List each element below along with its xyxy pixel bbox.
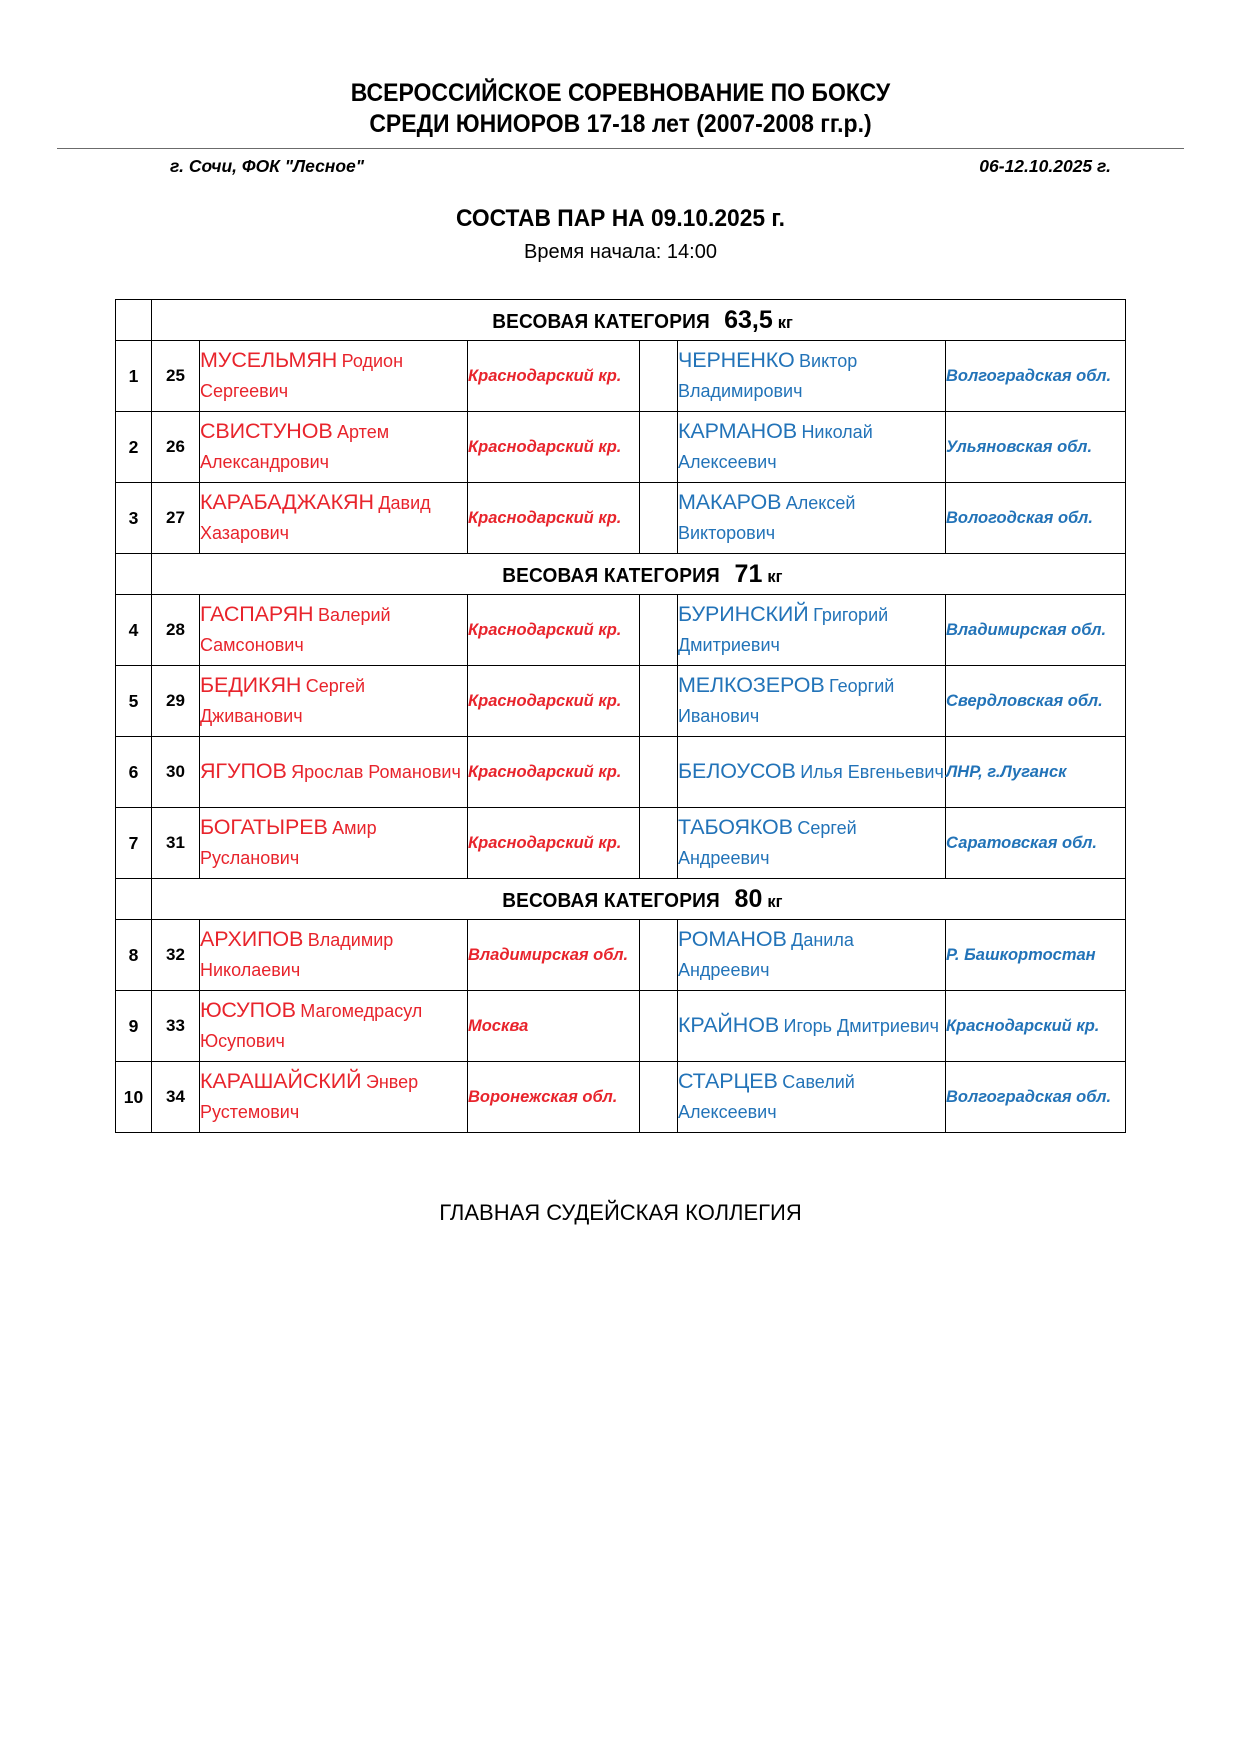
red-boxer-given-name: Сергей Дживанович (199, 675, 366, 726)
weight-category-label: ВЕСОВАЯ КАТЕГОРИЯ (502, 563, 721, 587)
red-region-value: Краснодарский кр. (467, 367, 622, 385)
corner-separator (639, 483, 677, 554)
weight-category-value: 63,5 (724, 305, 773, 334)
blue-region-value: Волгоградская обл. (945, 367, 1112, 385)
blue-boxer-given-name: Григорий Дмитриевич (677, 604, 889, 655)
weight-category-header (151, 554, 1125, 595)
red-boxer-surname: ГАСПАРЯН (199, 601, 314, 626)
blue-corner-boxer (677, 595, 945, 666)
blue-boxer-surname: МАКАРОВ (677, 489, 782, 514)
blue-region-value: Саратовская обл. (945, 834, 1097, 852)
page-title-line-1: ВСЕРОССИЙСКОЕ СОРЕВНОВАНИЕ ПО БОКСУ (350, 79, 891, 107)
blue-corner-boxer (677, 483, 945, 554)
weight-category-row (115, 300, 1125, 341)
bout-number (151, 808, 199, 879)
weight-category-row (115, 879, 1125, 920)
red-boxer-surname: КАРАБАДЖАКЯН (199, 489, 374, 514)
blue-boxer-given-name: Николай Алексеевич (677, 421, 873, 472)
bout-number-value: 29 (166, 691, 185, 710)
red-boxer-surname: ЮСУПОВ (199, 997, 296, 1022)
venue-label: г. Сочи, ФОК "Лесное" (170, 156, 365, 176)
bout-index-value: 7 (128, 832, 139, 853)
red-corner-boxer (199, 341, 467, 412)
red-region-value: Воронежская обл. (467, 1088, 618, 1106)
bout-index (115, 920, 151, 991)
bout-index-value: 9 (128, 1015, 139, 1036)
blue-region-value: ЛНР, г.Луганск (945, 763, 1067, 781)
blue-boxer-given-name: Алексей Викторович (677, 492, 856, 543)
red-corner-region (467, 483, 639, 554)
corner-separator (639, 595, 677, 666)
bout-index (115, 808, 151, 879)
bout-index-value: 1 (128, 365, 139, 386)
weight-category-spacer (115, 554, 151, 595)
red-boxer-surname: СВИСТУНОВ (199, 418, 333, 443)
red-corner-region (467, 991, 639, 1062)
weight-category-label: ВЕСОВАЯ КАТЕГОРИЯ (502, 888, 721, 912)
table-row (115, 595, 1125, 666)
blue-corner-region (945, 737, 1125, 808)
bout-index (115, 483, 151, 554)
bout-number (151, 483, 199, 554)
blue-boxer-given-name: Сергей Андреевич (677, 817, 857, 868)
red-corner-boxer (199, 920, 467, 991)
blue-corner-region (945, 483, 1125, 554)
blue-corner-region (945, 595, 1125, 666)
bout-number (151, 341, 199, 412)
blue-region-value: Вологодская обл. (945, 509, 1093, 527)
red-region-value: Краснодарский кр. (467, 438, 622, 456)
red-boxer-given-name: Ярослав Романович (291, 761, 461, 782)
blue-region-value: Ульяновская обл. (945, 438, 1093, 456)
weight-category-row (115, 554, 1125, 595)
blue-corner-boxer (677, 991, 945, 1062)
bout-number-value: 31 (166, 833, 185, 852)
weight-category-spacer (115, 879, 151, 920)
blue-boxer-surname: МЕЛКОЗЕРОВ (677, 672, 825, 697)
weight-category-value: 71 (734, 559, 763, 588)
corner-separator (639, 808, 677, 879)
jury-footer: ГЛАВНАЯ СУДЕЙСКАЯ КОЛЛЕГИЯ (439, 1200, 802, 1225)
bout-index-value: 4 (128, 619, 139, 640)
corner-separator (639, 412, 677, 483)
blue-corner-region (945, 920, 1125, 991)
blue-corner-boxer (677, 737, 945, 808)
corner-separator (639, 1062, 677, 1133)
bout-index (115, 412, 151, 483)
red-corner-boxer (199, 808, 467, 879)
red-boxer-surname: КАРАШАЙСКИЙ (199, 1068, 362, 1093)
bout-number (151, 412, 199, 483)
bout-number (151, 737, 199, 808)
blue-region-value: Свердловская обл. (945, 692, 1103, 710)
bout-number-value: 27 (166, 508, 185, 527)
red-region-value: Краснодарский кр. (467, 621, 622, 639)
page-title (50, 0, 1192, 140)
blue-boxer-surname: КРАЙНОВ (677, 1012, 780, 1037)
bout-index-value: 6 (128, 761, 139, 782)
red-corner-region (467, 737, 639, 808)
corner-separator (639, 991, 677, 1062)
blue-boxer-given-name: Илья Евгеньевич (800, 761, 944, 782)
bout-number-value: 30 (166, 762, 185, 781)
bout-index (115, 595, 151, 666)
corner-separator (639, 341, 677, 412)
blue-boxer-given-name: Виктор Владимирович (677, 350, 858, 401)
bout-number (151, 1062, 199, 1133)
weight-category-header (151, 300, 1125, 341)
bout-index (115, 1062, 151, 1133)
header-divider (57, 148, 1184, 149)
blue-corner-boxer (677, 412, 945, 483)
blue-boxer-surname: СТАРЦЕВ (677, 1068, 778, 1093)
weight-category-value: 80 (734, 884, 763, 913)
bout-index (115, 341, 151, 412)
red-boxer-given-name: Родион Сергеевич (199, 350, 404, 401)
red-corner-region (467, 920, 639, 991)
red-corner-region (467, 1062, 639, 1133)
blue-corner-region (945, 808, 1125, 879)
red-corner-boxer (199, 595, 467, 666)
bout-index (115, 666, 151, 737)
red-corner-boxer (199, 483, 467, 554)
blue-corner-boxer (677, 666, 945, 737)
blue-region-value: Краснодарский кр. (945, 1017, 1100, 1035)
blue-corner-boxer (677, 920, 945, 991)
blue-corner-region (945, 666, 1125, 737)
weight-category-spacer (115, 300, 151, 341)
weight-category-unit: кг (767, 892, 783, 911)
blue-corner-region (945, 341, 1125, 412)
blue-region-value: Волгоградская обл. (945, 1088, 1112, 1106)
red-boxer-given-name: Энвер Рустемович (199, 1071, 419, 1122)
blue-region-value: Владимирская обл. (945, 621, 1107, 639)
table-row (115, 666, 1125, 737)
red-region-value: Владимирская обл. (467, 946, 629, 964)
blue-corner-region (945, 991, 1125, 1062)
red-corner-boxer (199, 666, 467, 737)
red-corner-boxer (199, 737, 467, 808)
blue-corner-boxer (677, 1062, 945, 1133)
table-row (115, 341, 1125, 412)
red-boxer-given-name: Магомедрасул Юсупович (199, 1000, 423, 1051)
bout-index (115, 737, 151, 808)
red-region-value: Краснодарский кр. (467, 763, 622, 781)
bout-index-value: 3 (128, 507, 139, 528)
red-corner-region (467, 666, 639, 737)
red-boxer-surname: ЯГУПОВ (199, 758, 287, 783)
red-region-value: Краснодарский кр. (467, 509, 622, 527)
bout-number (151, 991, 199, 1062)
red-region-value: Москва (467, 1017, 529, 1035)
red-corner-boxer (199, 991, 467, 1062)
red-region-value: Краснодарский кр. (467, 834, 622, 852)
red-boxer-given-name: Валерий Самсонович (199, 604, 391, 655)
red-corner-boxer (199, 1062, 467, 1133)
blue-boxer-given-name: Игорь Дмитриевич (783, 1015, 939, 1036)
corner-separator (639, 666, 677, 737)
blue-boxer-given-name: Савелий Алексеевич (677, 1071, 855, 1122)
bout-number (151, 595, 199, 666)
bout-index-value: 5 (128, 690, 139, 711)
blue-boxer-surname: ЧЕРНЕНКО (677, 347, 795, 372)
blue-boxer-surname: БУРИНСКИЙ (677, 601, 809, 626)
red-boxer-given-name: Амир Русланович (199, 817, 377, 868)
blue-corner-boxer (677, 808, 945, 879)
blue-boxer-given-name: Георгий Иванович (677, 675, 895, 726)
red-corner-region (467, 808, 639, 879)
bout-number-value: 25 (166, 366, 185, 385)
blue-boxer-surname: КАРМАНОВ (677, 418, 797, 443)
bout-number (151, 666, 199, 737)
red-boxer-surname: МУСЕЛЬМЯН (199, 347, 338, 372)
red-corner-region (467, 341, 639, 412)
bout-index-value: 2 (128, 436, 139, 457)
red-corner-boxer (199, 412, 467, 483)
weight-category-unit: кг (767, 567, 783, 586)
weight-category-label: ВЕСОВАЯ КАТЕГОРИЯ (492, 309, 710, 333)
table-row (115, 737, 1125, 808)
red-boxer-surname: АРХИПОВ (199, 926, 304, 951)
bout-index-value: 8 (128, 944, 139, 965)
blue-boxer-surname: РОМАНОВ (677, 926, 787, 951)
venue-date-row (57, 155, 1184, 177)
session-title: СОСТАВ ПАР НА 09.10.2025 г. (456, 205, 785, 232)
table-row (115, 991, 1125, 1062)
bout-number-value: 26 (166, 437, 185, 456)
bout-number-value: 34 (166, 1087, 185, 1106)
red-boxer-given-name: Артем Александрович (199, 421, 390, 472)
table-row (115, 920, 1125, 991)
red-boxer-surname: БОГАТЫРЕВ (199, 814, 328, 839)
red-boxer-surname: БЕДИКЯН (199, 672, 302, 697)
page-title-line-2: СРЕДИ ЮНИОРОВ 17-18 лет (2007-2008 гг.р.) (369, 110, 872, 138)
bout-number-value: 32 (166, 945, 185, 964)
bout-number-value: 28 (166, 620, 185, 639)
session-start-time: Время начала: 14:00 (524, 241, 717, 263)
weight-category-header (151, 879, 1125, 920)
bout-index-value: 10 (123, 1086, 144, 1107)
blue-corner-boxer (677, 341, 945, 412)
red-region-value: Краснодарский кр. (467, 692, 622, 710)
bout-number-value: 33 (166, 1016, 185, 1035)
table-row (115, 1062, 1125, 1133)
red-corner-region (467, 412, 639, 483)
table-row (115, 412, 1125, 483)
blue-corner-region (945, 412, 1125, 483)
blue-boxer-surname: БЕЛОУСОВ (677, 758, 796, 783)
red-boxer-given-name: Владимир Николаевич (199, 929, 394, 980)
red-corner-region (467, 595, 639, 666)
blue-boxer-given-name: Данила Андреевич (677, 929, 854, 980)
blue-region-value: Р. Башкортостан (945, 946, 1096, 964)
table-row (115, 808, 1125, 879)
event-dates-label: 06-12.10.2025 г. (979, 156, 1111, 176)
red-boxer-given-name: Давид Хазарович (199, 492, 431, 543)
blue-boxer-surname: ТАБОЯКОВ (677, 814, 793, 839)
table-row (115, 483, 1125, 554)
bouts-table (115, 299, 1126, 1133)
bout-number (151, 920, 199, 991)
bout-index (115, 991, 151, 1062)
corner-separator (639, 920, 677, 991)
corner-separator (639, 737, 677, 808)
weight-category-unit: кг (777, 313, 793, 332)
blue-corner-region (945, 1062, 1125, 1133)
